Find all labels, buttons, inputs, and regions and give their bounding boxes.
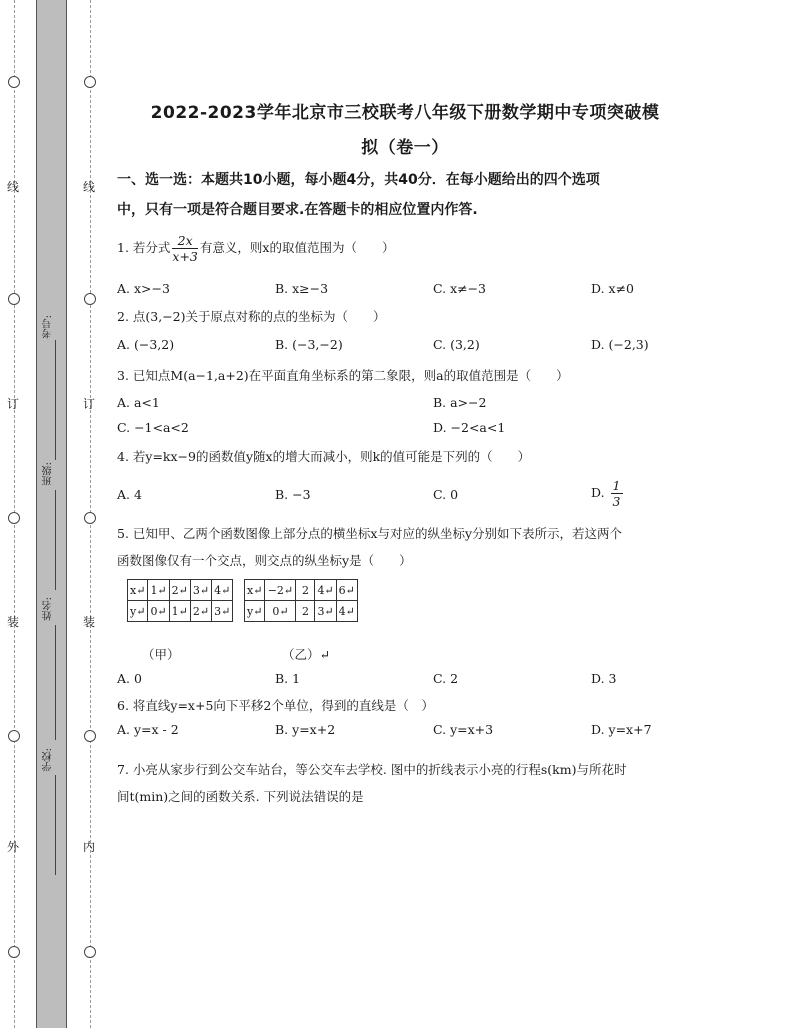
class-underline [55,490,56,590]
option-a: A. a<1 [117,395,160,410]
option-c: C. 0 [433,487,459,502]
school-underline [55,775,56,875]
table-row [128,601,233,622]
table-cell: 1↵ [169,601,190,622]
question-2: 2. 点(3,−2)关于原点对称的点的坐标为（ ） [117,309,386,324]
question-5: 5. 已知甲、乙两个函数图像上部分点的横坐标x与对应的纵坐标y分别如下表所示，若这两个 [117,526,623,541]
question-6: 6. 将直线y=x+5向下平移2个单位，得到的直线是（ ） [117,698,434,713]
table-cell: y↵ [128,601,148,622]
option-d: D. x≠0 [591,281,634,296]
fraction-numerator: 2x [172,233,197,249]
fraction-numerator: 1 [612,478,621,493]
name-underline [55,625,56,740]
table-yi-caption: （乙）↵ [282,647,330,662]
inner-margin-char: 订 [82,397,95,411]
table-cell: 2 [296,601,315,622]
name-field [43,597,57,620]
option-d [591,478,625,509]
binding-strip [36,0,67,1028]
table-cell: 2↵ [190,601,211,622]
fraction [611,478,623,509]
option-b: B. (−3,−2) [275,337,343,352]
punch-hole-circle [8,512,20,524]
inner-margin-char: 内 [82,840,95,854]
outer-margin-char: 装 [6,615,19,629]
fraction-denominator: 3 [612,494,621,509]
option-b: B. 1 [275,671,301,686]
option-c: C. −1<a<2 [117,420,189,435]
table-cell: 3↵ [190,580,211,601]
question-4: 4. 若y=kx−9的函数值y随x的增大而减小，则k的值可能是下列的（ ） [117,449,531,464]
fraction [172,233,197,264]
punch-hole-circle [84,293,96,305]
page-title: 2022-2023学年北京市三校联考八年级下册数学期中专项突破模 [150,103,660,123]
option-a: A. 4 [117,487,142,502]
table-cell: 2 [296,580,315,601]
name-label: 姓名: [43,597,54,621]
question-7-continued: 间t(min)之间的函数关系. 下列说法错误的是 [117,789,364,804]
page-title-continued: 拟（卷一） [361,138,449,158]
punch-hole-circle [8,946,20,958]
option-c: C. 2 [433,671,459,686]
table-cell: 4↵ [336,601,357,622]
class-field [43,462,57,485]
table-cell: 3↵ [315,601,336,622]
school-label: 学校: [43,748,54,772]
option-d-label: D. [591,485,605,500]
question-3: 3. 已知点M(a−1,a+2)在平面直角坐标系的第二象限，则a的取值范围是（ ） [117,368,569,383]
exam-number-underline [55,340,56,460]
table-jia-caption: （甲） [142,647,180,662]
table-cell: −2↵ [265,580,296,601]
option-d: D. (−2,3) [591,337,649,352]
table-cell: 0↵ [148,601,169,622]
question-5-continued: 函数图像仅有一个交点，则交点的纵坐标y是（ ） [117,553,412,568]
punch-hole-circle [84,730,96,742]
section-heading-continued: 中，只有一项是符合题目要求.在答题卡的相应位置内作答. [117,202,478,218]
table-cell: y↵ [245,601,265,622]
school-field [43,748,57,771]
exam-number-field [43,315,57,338]
option-b: B. a>−2 [433,395,487,410]
inner-margin-char: 线 [82,180,95,194]
table-yi [244,579,358,622]
option-c: C. y=x+3 [433,722,494,737]
section-heading: 一、选一选：本题共10小题，每小题4分，共40分．在每小题给出的四个选项 [117,172,600,188]
table-jia [127,579,233,622]
table-cell: 4↵ [315,580,336,601]
punch-hole-circle [8,293,20,305]
option-a: A. x>−3 [117,281,170,296]
outer-margin-char: 订 [6,397,19,411]
table-cell: 2↵ [169,580,190,601]
table-cell: 6↵ [336,580,357,601]
table-cell: x↵ [128,580,148,601]
question-1 [117,233,394,264]
punch-hole-circle [8,76,20,88]
punch-hole-circle [84,512,96,524]
option-a: A. y=x - 2 [117,722,179,737]
option-d: D. y=x+7 [591,722,652,737]
option-b: B. −3 [275,487,311,502]
option-c: C. (3,2) [433,337,480,352]
table-cell: 4↵ [212,580,233,601]
question-1-prefix: 1. 若分式 [117,240,171,255]
question-7: 7. 小亮从家步行到公交车站台，等公交车去学校. 图中的折线表示小亮的行程s(km)与所花时 [117,762,627,777]
punch-hole-circle [8,730,20,742]
fraction-denominator: x+3 [172,249,198,264]
option-a: A. 0 [117,671,142,686]
punch-hole-circle [84,946,96,958]
table-cell: 1↵ [148,580,169,601]
outer-margin-char: 外 [6,840,19,854]
table-row [128,580,233,601]
class-label: 班级: [43,462,54,486]
table-cell: 3↵ [212,601,233,622]
exam-number-label: 考号: [43,315,54,339]
option-c: C. x≠−3 [433,281,487,296]
table-row [245,580,358,601]
table-row [245,601,358,622]
option-a: A. (−3,2) [117,337,175,352]
option-b: B. x≥−3 [275,281,329,296]
option-d: D. 3 [591,671,617,686]
punch-hole-circle [84,76,96,88]
outer-margin-char: 线 [6,180,19,194]
question-1-suffix: 有意义，则x的取值范围为（ ） [199,240,395,255]
option-d: D. −2<a<1 [433,420,506,435]
table-cell: x↵ [245,580,265,601]
table-cell: 0↵ [265,601,296,622]
inner-margin-char: 装 [82,615,95,629]
option-b: B. y=x+2 [275,722,336,737]
